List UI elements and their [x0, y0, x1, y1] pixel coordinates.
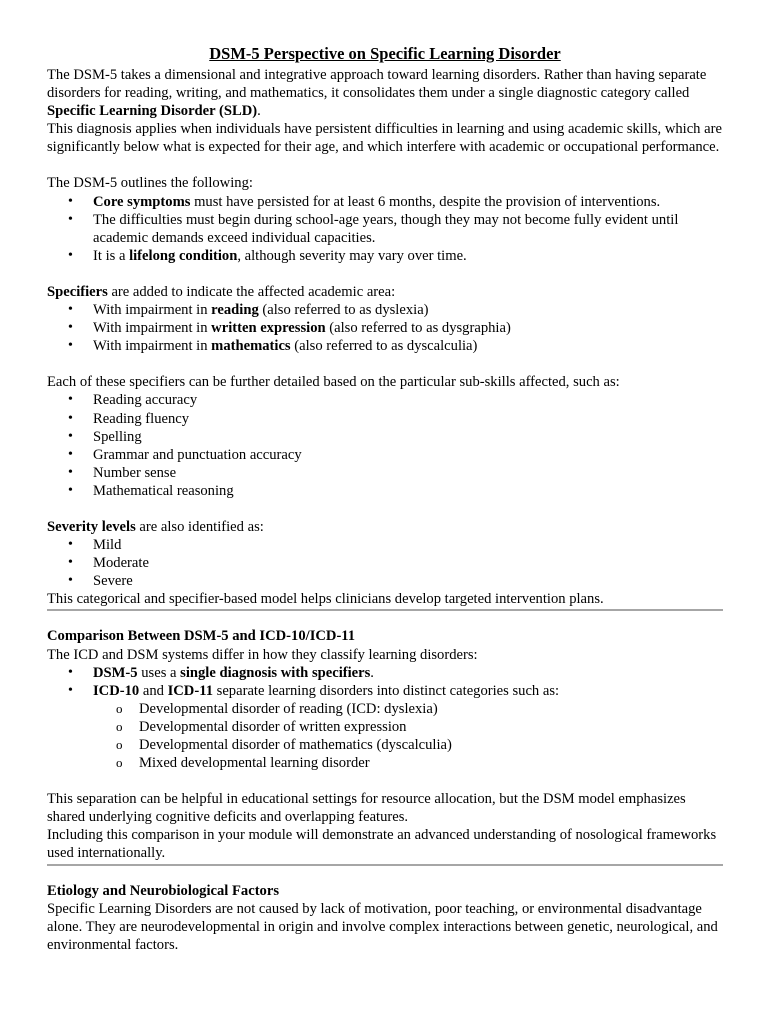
list-item: • Spelling [47, 428, 723, 446]
intro-paragraph-1: The DSM-5 takes a dimensional and integrative approach toward learning disorders. Rather than having separate disorders for reading, writing, and mathematics, it consolidates them under a single diagnostic category called Specific Learning Disorder (SLD). [47, 67, 707, 120]
list-item: o Developmental disorder of reading (ICD: dyslexia) [47, 700, 723, 718]
list-item: o Developmental disorder of mathematics (dyscalculia) [47, 736, 723, 754]
list-item: • Reading fluency [47, 410, 723, 428]
severity-lead: Severity levels are also identified as: [47, 518, 264, 535]
list-item: • Reading accuracy [47, 391, 723, 409]
list-item: • Core symptoms must have persisted for at least 6 months, despite the provision of interventions. [47, 193, 723, 211]
intro-paragraph-2: This diagnosis applies when individuals have persistent difficulties in learning and using academic skills, which are significantly below what is expected for their age, and which interfere with academic or occupational performance. [47, 121, 722, 156]
list-item: o Developmental disorder of written expression [47, 718, 723, 736]
icd-categories-list [47, 700, 723, 772]
list-item: • Moderate [47, 554, 723, 572]
etiology-paragraph-1: Specific Learning Disorders are not caused by lack of motivation, poor teaching, or environmental disadvantage alone. They are neurodevelopmental in origin and involve complex interactions between genetic, neurological, and environmental factors. [47, 900, 718, 953]
list-item: o Mixed developmental learning disorder [47, 754, 723, 772]
comparison-paragraph-2: Including this comparison in your module will demonstrate an advanced understanding of nosological frameworks used internationally. [47, 827, 717, 862]
list-item: • Mild [47, 536, 723, 554]
list-item: • Severe [47, 572, 723, 590]
comparison-lead: The ICD and DSM systems differ in how they classify learning disorders: [47, 646, 478, 663]
list-item: • Mathematical reasoning [47, 482, 723, 500]
comparison-list [47, 664, 723, 700]
page-title: DSM-5 Perspective on Specific Learning Disorder [209, 44, 561, 63]
sld-term: Specific Learning Disorder (SLD) [47, 103, 258, 120]
list-item: • ICD-10 and ICD-11 separate learning disorders into distinct categories such as: [47, 682, 723, 700]
list-item: • With impairment in written expression (also referred to as dysgraphia) [47, 319, 723, 337]
severity-closing: This categorical and specifier-based model helps clinicians develop targeted intervention plans. [47, 591, 604, 608]
comparison-heading: Comparison Between DSM-5 and ICD-10/ICD-11 [47, 628, 356, 645]
list-item: • Number sense [47, 464, 723, 482]
document-page [47, 44, 723, 954]
subskills-lead: Each of these specifiers can be further detailed based on the particular sub-skills affected, such as: [47, 374, 620, 391]
etiology-heading: Etiology and Neurobiological Factors [47, 882, 280, 899]
specifiers-lead: Specifiers are added to indicate the affected academic area: [47, 283, 396, 300]
outline-lead: The DSM-5 outlines the following: [47, 175, 253, 192]
severity-list [47, 536, 723, 590]
list-item: • With impairment in mathematics (also referred to as dyscalculia) [47, 337, 723, 355]
list-item: • With impairment in reading (also referred to as dyslexia) [47, 301, 723, 319]
outline-list [47, 193, 723, 265]
list-item: • DSM-5 uses a single diagnosis with specifiers. [47, 664, 723, 682]
comparison-paragraph-1: This separation can be helpful in educational settings for resource allocation, but the DSM model emphasizes shared underlying cognitive deficits and overlapping features. [47, 791, 686, 826]
specifiers-list [47, 301, 723, 355]
list-item: • Grammar and punctuation accuracy [47, 446, 723, 464]
list-item: • The difficulties must begin during school-age years, though they may not become fully evident until academic demands exceed individual capacities. [47, 211, 723, 247]
subskills-list [47, 391, 723, 500]
list-item: • It is a lifelong condition, although severity may vary over time. [47, 247, 723, 265]
